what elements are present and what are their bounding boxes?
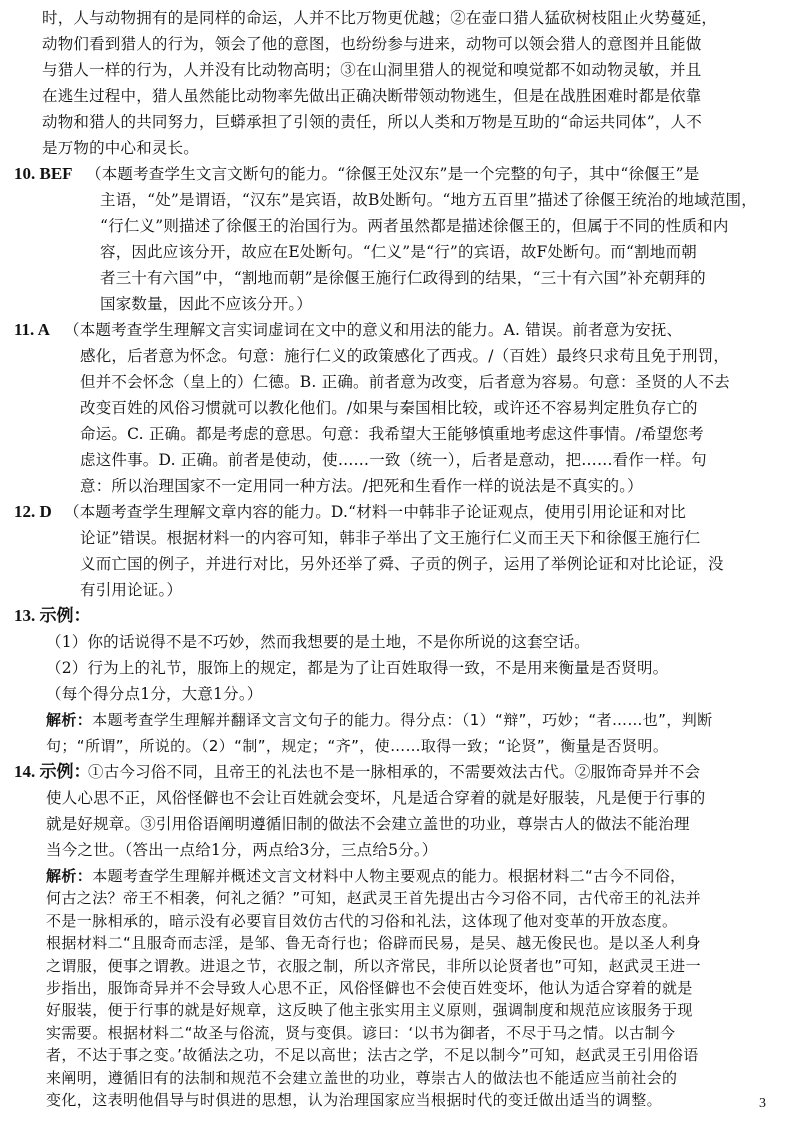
intro-line: 动物和猎人的共同努力，巨蟒承担了引领的责任，所以人类和万物是互助的“命运共同体”，人不 xyxy=(42,113,702,131)
q14-line: 当今之世。（答出一点给1分，两点给3分，三点给5分。） xyxy=(46,841,438,859)
q10-line: 国家数量，因此不应该分开。） xyxy=(100,295,313,313)
q14-analysis-line: 不是一脉相承的，暗示没有必要盲目效仿古代的习俗和礼法，这体现了他对变革的开放态度。 xyxy=(46,911,678,930)
q14-line: 使人心思不正，风俗怪僻也不会让百姓就会变坏，凡是适合穿着的就是好服装，凡是便于行事的 xyxy=(46,789,706,807)
question-11-number: 11. A xyxy=(14,320,50,339)
q11-line: （本题考查学生理解文言实词虚词在文中的意义和用法的能力。A. 错误。前者意为安抚、 xyxy=(64,321,683,339)
q13-analysis-line xyxy=(46,710,713,730)
q10-line: 容，因此应该分开，故应在E处断句。“仁义”是“行”的宾语，故F处断句。而“割地而朝 xyxy=(100,243,697,261)
q14-line: ①古今习俗不同，且帝王的礼法也不是一脉相承的，不需要效法古代。②服饰奇异并不会 xyxy=(88,763,701,781)
analysis-label: 解析： xyxy=(46,711,93,729)
analysis-text: 本题考查学生理解并翻译文言文句子的能力。得分点：（1）“辩”，巧妙；“者……也”，判断 xyxy=(92,711,713,729)
q13-line: （2）行为上的礼节，服饰上的规定，都是为了让百姓取得一致，不是用来衡量是否贤明。 xyxy=(46,659,669,677)
q14-analysis-line xyxy=(46,866,686,886)
analysis-text: 本题考查学生理解并概述文言文材料中人物主要观点的能力。根据材料二“古今不同俗， xyxy=(92,867,686,885)
q14-analysis-line: 步指出，服饰奇异并不会导致人心思不正，风俗怪僻也不会使百姓变坏，他认为适合穿着的就是 xyxy=(46,979,693,997)
q10-line: （本题考查学生文言文断句的能力。“徐偃王处汉东”是一个完整的句子，其中“徐偃王”是 xyxy=(86,165,700,183)
q12-line: 论证”错误。根据材料一的内容可知，韩非子举出了文王施行仁义而王天下和徐偃王施行仁 xyxy=(80,529,701,547)
intro-line: 是万物的中心和灵长。 xyxy=(42,139,200,157)
intro-line: 与猎人一样的行为，人并没有比动物高明；③在山洞里猎人的视觉和嗅觉都不如动物灵敏，并且 xyxy=(42,61,702,79)
q14-analysis-line: 实需要。根据材料二“故圣与俗流，贤与变俱。谚曰：‘以书为御者，不尽于马之情。以古制今 xyxy=(46,1023,676,1042)
q10-line: “行仁义”则描述了徐偃王的治国行为。两者虽然都是描述徐偃王的，但属于不同的性质和内 xyxy=(100,217,729,235)
intro-line: 动物们看到猎人的行为，领会了他的意图，也纷纷参与进来，动物可以领会猎人的意图并且能做 xyxy=(42,35,702,53)
q13-line: （每个得分点1分，大意1分。） xyxy=(46,685,263,703)
q10-line: 者三十有六国”中，“割地而朝”是徐偃王施行仁政得到的结果，“三十有六国”补充朝拜的 xyxy=(100,269,706,287)
q11-line: 意：所以治理国家不一定用同一种方法。/把死和生看作一样的说法是不真实的。） xyxy=(80,477,643,495)
q14-analysis-line: 变化，这表明他倡导与时俱进的思想，认为治理国家应当根据时代的变迁做出适当的调整。 xyxy=(46,1091,663,1109)
q14-analysis-line: 者，不达于事之变。’故循法之功，不足以高世；法古之学，不足以制今”可知，赵武灵王引用俗语 xyxy=(46,1046,699,1065)
q12-line: 义而亡国的例子，并进行对比，另外还举了舜、子贡的例子，运用了举例论证和对比论证，没 xyxy=(80,555,724,573)
question-13-number: 13. 示例： xyxy=(14,606,91,625)
q14-analysis-line: 之谓服，便事之谓教。进退之节，衣服之制，所以齐常民，非所以论贤者也”可知，赵武灵王进一 xyxy=(46,956,701,975)
q14-analysis-line: 根据材料二“且服奇而志淫，是邹、鲁无奇行也；俗辟而民易，是吴、越无俊民也。是以圣人利身 xyxy=(46,934,701,953)
q14-analysis-line: 好服装，便于行事的就是好规章，这反映了他主张实用主义原则，强调制度和规范应该服务于现 xyxy=(46,1001,693,1020)
q11-line: 命运。C. 正确。都是考虑的意思。句意：我希望大王能够慎重地考虑这件事情。/希望您考 xyxy=(80,425,704,443)
q11-line: 但并不会怀念（皇上的）仁德。B. 正确。前者意为改变，后者意为容易。句意：圣贤的人不去 xyxy=(80,373,730,391)
q13-line: （1）你的话说得不是不巧妙，然而我想要的是土地，不是你所说的这套空话。 xyxy=(46,633,590,651)
intro-line: 时，人与动物拥有的是同样的命运，人并不比万物更优越；②在壶口猎人猛砍树枝阻止火势蔓延， xyxy=(42,9,718,27)
page-number: 3 xyxy=(759,1096,766,1111)
q12-line: 有引用论证。） xyxy=(80,581,183,599)
q11-line: 改变百姓的风俗习惯就可以教化他们。/如果与秦国相比较，或许还不容易判定胜负存亡的 xyxy=(80,399,698,417)
q12-line: （本题考查学生理解文章内容的能力。D.“材料一中韩非子论证观点，使用引用论证和对比 xyxy=(64,503,686,521)
question-10-number: 10. BEF xyxy=(14,164,73,183)
q14-analysis-line: 来阐明，遵循旧有的法制和规范不会建立盖世的功业，尊崇古人的做法也不能适应当前社会的 xyxy=(46,1068,678,1087)
analysis-label: 解析： xyxy=(46,867,93,885)
q10-line: 主语，“处”是谓语，“汉东”是宾语，故B处断句。“地方五百里”描述了徐偃王统治的地域范围， xyxy=(100,191,757,209)
q14-analysis-line: 何古之法？帝王不相袭，何礼之循？”可知，赵武灵王首先提出古今习俗不同，古代帝王的礼法并 xyxy=(46,889,701,908)
q11-line: 感化，后者意为怀念。句意：施行仁义的政策感化了西戎。/（百姓）最终只求苟且免于刑罚， xyxy=(80,347,730,365)
question-14-number: 14. 示例： xyxy=(14,762,91,781)
question-12-number: 12. D xyxy=(14,502,52,521)
q13-analysis-line: 句；“所谓”，所说的。（2）“制”，规定；“齐”，使……取得一致；“论贤”，衡量是否贤明。 xyxy=(46,737,669,755)
q11-line: 虑这件事。D. 正确。前者是使动，使……一致（统一），后者是意动，把……看作一样。句 xyxy=(80,451,707,469)
intro-line: 在逃生过程中，猎人虽然能比动物率先做出正确决断带领动物逃生，但是在战胜困难时都是依靠 xyxy=(42,87,702,105)
q14-line: 就是好规章。③引用俗语阐明遵循旧制的做法不会建立盖世的功业，尊崇古人的做法不能治理 xyxy=(46,815,690,833)
